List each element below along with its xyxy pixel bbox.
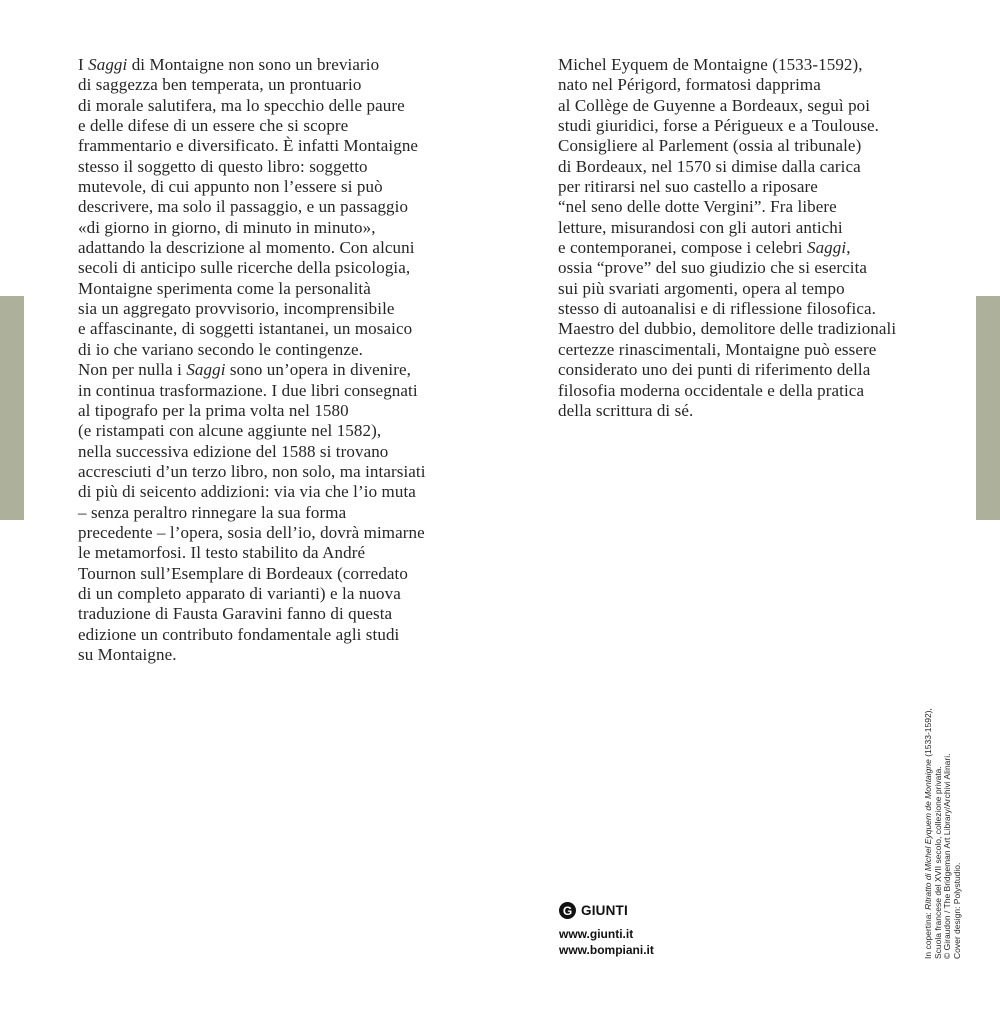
giunti-logo-text: GIUNTI bbox=[581, 903, 628, 918]
author-bio-right-column: Michel Eyquem de Montaigne (1533-1592), nato nel Périgord, formatosi dapprima al Collège de Guyenne a Bordeaux, seguì poi studi giuridici, forse a Périgueux e a Toulouse. Consigliere al Parlement (ossia al tribunale) di Bordeaux, nel 1570 si dimise dalla carica per ritirarsi nel suo castello a riposare “nel seno delle dotte Vergini”. Fra libere letture, misurandosi con gli autori antichi e contemporanei, compose i celebri Saggi, ossia “prove” del suo giudizio che si esercita sui più svariati argomenti, opera al tempo stesso di autoanalisi e di riflessione filosofica. Maestro del dubbio, demolitore delle tradizionali certezze rinascimentali, Montaigne può essere considerato uno dei punti di riferimento della filosofia moderna occidentale e della pratica della scrittura di sé. bbox=[558, 55, 897, 420]
publisher-block bbox=[559, 902, 654, 958]
right-accent-bar bbox=[976, 296, 1000, 520]
blurb-text-left-column: I Saggi di Montaigne non sono un breviario di saggezza ben temperata, un prontuario di morale salutifera, ma lo specchio delle paure e delle difese di un essere che si scopre frammentario e diversificato. È infatti Montaigne stesso il soggetto di questo libro: soggetto mutevole, di cui appunto non l’essere si può descrivere, ma solo il passaggio, e un passaggio «di giorno in giorno, di minuto in minuto», adattando la descrizione al momento. Con alcuni secoli di anticipo sulle ricerche della psicologia, Montaigne sperimenta come la personalità sia un aggregato provvisorio, incomprensibile e affascinante, di soggetti istantanei, un mosaico di io che variano secondo le contingenze. Non per nulla i Saggi sono un’opera in divenire, in continua trasformazione. I due libri consegnati al tipografo per la prima volta nel 1580 (e ristampati con alcune aggiunte nel 1582), nella successiva edizione del 1588 si trovano accresciuti d’un terzo libro, non solo, ma intarsiati di più di seicento addizioni: via via che l’io muta – senza peraltro rinnegare la sua forma precedente – l’opera, sosia dell’io, dovrà mimarne le metamorfosi. Il testo stabilito da André Tournon sull’Esemplare di Bordeaux (corredato di un completo apparato di varianti) e la nuova traduzione di Fausta Garavini fanno di questa edizione un contributo fondamentale agli studi su Montaigne. bbox=[78, 55, 426, 664]
left-accent-bar bbox=[0, 296, 24, 520]
giunti-logo bbox=[559, 902, 654, 919]
cover-credits-vertical-text: In copertina: Ritratto di Michel Eyquem de Montaigne (1533-1592), Scuola francese del XVII secolo, collezione privata. © Giraudon / The Bridgeman Art Library/Archivi Alinari. Cover design: Polystudio. bbox=[923, 708, 963, 959]
giunti-g-icon: G bbox=[559, 902, 576, 919]
publisher-urls: www.giunti.it www.bompiani.it bbox=[559, 927, 654, 957]
